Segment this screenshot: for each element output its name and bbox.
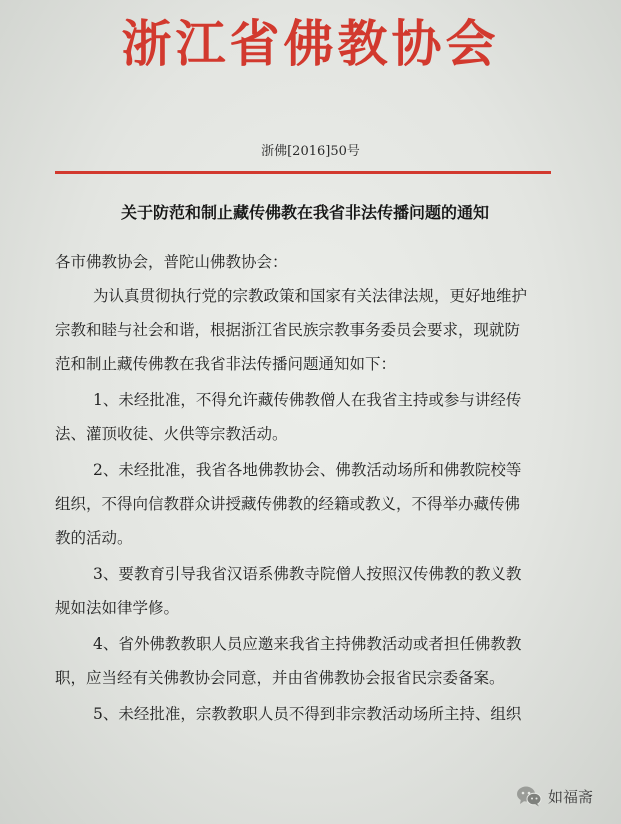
document-number: 浙佛[2016]50号 — [261, 144, 360, 159]
paragraph — [55, 627, 565, 695]
paragraph-line: 5、未经批准，宗教教职人员不得到非宗教活动场所主持、组织 — [93, 705, 522, 723]
paragraph-line: 职，应当经有关佛教协会同意，并由省佛教协会报省民宗委备案。 — [55, 669, 505, 687]
paragraph-line: 教的活动。 — [55, 529, 133, 547]
salutation: 各市佛教协会，普陀山佛教协会： — [55, 253, 288, 271]
paragraph — [55, 383, 565, 451]
paragraph-line: 宗教和睦与社会和谐，根据浙江省民族宗教事务委员会要求，现就防 — [55, 321, 521, 339]
paragraph-line: 规如法如律学修。 — [55, 599, 180, 617]
paragraph-line: 法、灌顶收徒、火供等宗教活动。 — [55, 425, 288, 443]
paragraph-line: 3、要教育引导我省汉语系佛教寺院僧人按照汉传佛教的教义教 — [93, 565, 522, 583]
watermark-label: 如福斋 — [548, 787, 594, 806]
paragraph — [55, 697, 565, 731]
paragraph-list — [55, 279, 565, 731]
paragraph — [55, 279, 565, 381]
paragraph — [55, 453, 565, 555]
paragraph-line: 2、未经批准，我省各地佛教协会、佛教活动场所和佛教院校等 — [93, 461, 522, 479]
watermark — [516, 782, 593, 810]
red-divider-line — [55, 171, 551, 174]
org-name-header: 浙江省佛教协会 — [121, 15, 500, 73]
paragraph-line: 范和制止藏传佛教在我省非法传播问题通知如下： — [55, 355, 397, 373]
paragraph-line: 4、省外佛教教职人员应邀来我省主持佛教活动或者担任佛教教 — [93, 635, 522, 653]
notice-title: 关于防范和制止藏传佛教在我省非法传播问题的通知 — [120, 203, 489, 222]
notice-body — [55, 245, 565, 731]
paragraph-line: 为认真贯彻执行党的宗教政策和国家有关法律法规，更好地维护 — [93, 287, 528, 305]
paragraph — [55, 557, 565, 625]
paragraph-line: 组织，不得向信教群众讲授藏传佛教的经籍或教义，不得举办藏传佛 — [55, 495, 521, 513]
wechat-icon — [516, 785, 542, 807]
paragraph-line: 1、未经批准，不得允许藏传佛教僧人在我省主持或参与讲经传 — [93, 391, 522, 409]
